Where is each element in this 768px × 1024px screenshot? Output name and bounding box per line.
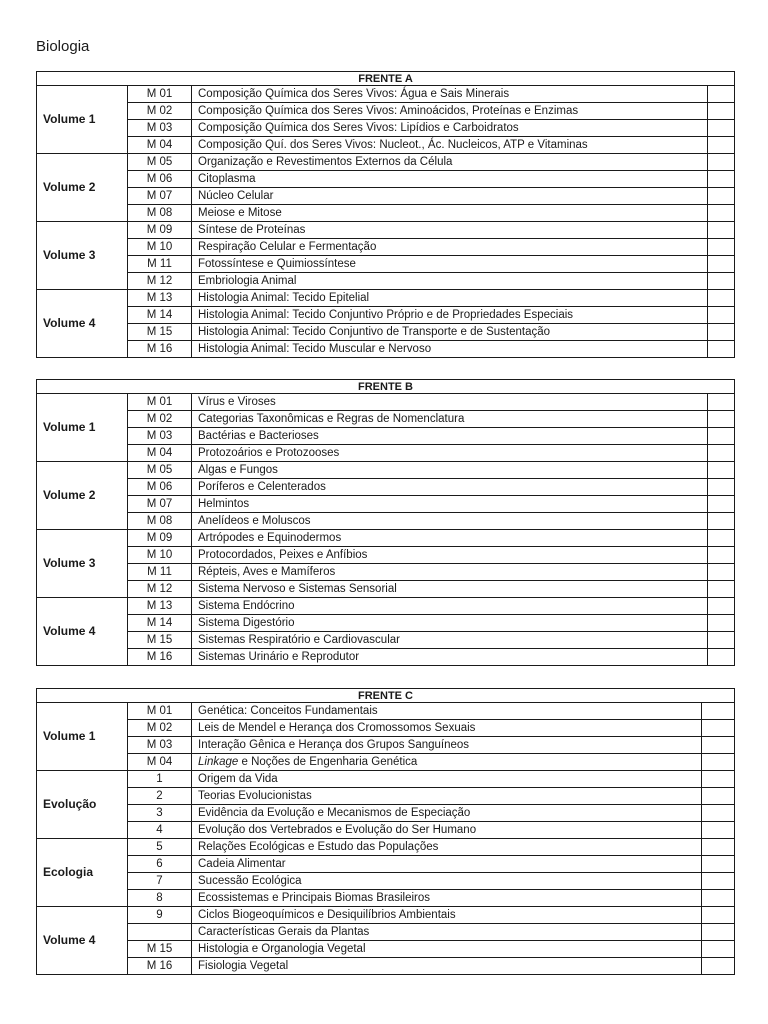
module-code: 8 (128, 890, 192, 907)
blank-cell (702, 788, 735, 805)
blank-cell (708, 479, 735, 496)
blank-cell (708, 239, 735, 256)
module-topic: Protocordados, Peixes e Anfíbios (192, 547, 708, 564)
blank-cell (708, 222, 735, 239)
blank-cell (708, 86, 735, 103)
blank-cell (702, 703, 735, 720)
module-code: M 01 (128, 86, 192, 103)
module-topic: Répteis, Aves e Mamíferos (192, 564, 708, 581)
blank-cell (708, 530, 735, 547)
module-topic: Teorias Evolucionistas (192, 788, 702, 805)
module-topic: Sistema Endócrino (192, 598, 708, 615)
module-code: M 16 (128, 341, 192, 358)
module-code: M 04 (128, 754, 192, 771)
module-topic: Evolução dos Vertebrados e Evolução do Ser Humano (192, 822, 702, 839)
module-topic: Ciclos Biogeoquímicos e Desiquilíbrios Ambientais (192, 907, 702, 924)
module-code: M 12 (128, 273, 192, 290)
module-code: M 11 (128, 256, 192, 273)
module-code: M 06 (128, 171, 192, 188)
module-topic: Interação Gênica e Herança dos Grupos Sanguíneos (192, 737, 702, 754)
blank-cell (708, 428, 735, 445)
blank-cell (708, 154, 735, 171)
blank-cell (702, 924, 735, 941)
module-topic: Composição Química dos Seres Vivos: Aminoácidos, Proteínas e Enzimas (192, 103, 708, 120)
module-topic: Histologia Animal: Tecido Conjuntivo de Transporte e de Sustentação (192, 324, 708, 341)
module-code: M 10 (128, 547, 192, 564)
module-topic: Síntese de Proteínas (192, 222, 708, 239)
module-topic: Sucessão Ecológica (192, 873, 702, 890)
module-topic: Sistemas Respiratório e Cardiovascular (192, 632, 708, 649)
blank-cell (708, 290, 735, 307)
volume-label: Evolução (37, 771, 128, 839)
module-topic: Relações Ecológicas e Estudo das Populações (192, 839, 702, 856)
frente-header: FRENTE A (37, 72, 735, 86)
module-code: M 02 (128, 411, 192, 428)
module-code (128, 924, 192, 941)
module-code: M 07 (128, 496, 192, 513)
blank-cell (708, 598, 735, 615)
blank-cell (708, 615, 735, 632)
volume-label: Volume 1 (37, 394, 128, 462)
module-code: M 12 (128, 581, 192, 598)
module-topic: Cadeia Alimentar (192, 856, 702, 873)
volume-label: Volume 1 (37, 86, 128, 154)
module-code: M 06 (128, 479, 192, 496)
blank-cell (708, 205, 735, 222)
volume-label: Volume 1 (37, 703, 128, 771)
blank-cell (708, 394, 735, 411)
module-topic: Histologia e Organologia Vegetal (192, 941, 702, 958)
blank-cell (708, 462, 735, 479)
page-title: Biologia (36, 38, 90, 55)
module-code: M 15 (128, 941, 192, 958)
module-code: M 04 (128, 445, 192, 462)
module-topic: Sistema Nervoso e Sistemas Sensorial (192, 581, 708, 598)
module-code: M 05 (128, 462, 192, 479)
module-topic: Organização e Revestimentos Externos da Célula (192, 154, 708, 171)
blank-cell (702, 856, 735, 873)
module-topic: Evidência da Evolução e Mecanismos de Especiação (192, 805, 702, 822)
module-code: M 01 (128, 394, 192, 411)
module-code: M 01 (128, 703, 192, 720)
module-topic: Citoplasma (192, 171, 708, 188)
module-topic: Histologia Animal: Tecido Muscular e Nervoso (192, 341, 708, 358)
blank-cell (708, 341, 735, 358)
volume-label: Volume 2 (37, 462, 128, 530)
module-topic: Poríferos e Celenterados (192, 479, 708, 496)
module-topic: Anelídeos e Moluscos (192, 513, 708, 530)
module-code: M 16 (128, 649, 192, 666)
blank-cell (702, 720, 735, 737)
frente-header: FRENTE B (37, 380, 735, 394)
blank-cell (708, 581, 735, 598)
blank-cell (708, 103, 735, 120)
module-code: M 10 (128, 239, 192, 256)
module-topic: Ecossistemas e Principais Biomas Brasileiros (192, 890, 702, 907)
blank-cell (702, 737, 735, 754)
module-topic: Meiose e Mitose (192, 205, 708, 222)
volume-label: Volume 4 (37, 598, 128, 666)
module-code: M 08 (128, 205, 192, 222)
blank-cell (708, 171, 735, 188)
module-code: 1 (128, 771, 192, 788)
volume-label: Ecologia (37, 839, 128, 907)
module-code: M 02 (128, 720, 192, 737)
module-code: 2 (128, 788, 192, 805)
module-code: M 15 (128, 632, 192, 649)
module-code: M 03 (128, 428, 192, 445)
module-code: 7 (128, 873, 192, 890)
blank-cell (708, 411, 735, 428)
blank-cell (708, 307, 735, 324)
module-code: 5 (128, 839, 192, 856)
module-topic: Helmintos (192, 496, 708, 513)
frente-a-table (36, 71, 735, 358)
blank-cell (702, 873, 735, 890)
module-code: M 16 (128, 958, 192, 975)
blank-cell (702, 754, 735, 771)
module-code: M 09 (128, 222, 192, 239)
module-code: M 15 (128, 324, 192, 341)
blank-cell (702, 958, 735, 975)
module-topic: Bactérias e Bacterioses (192, 428, 708, 445)
blank-cell (708, 120, 735, 137)
module-topic: Leis de Mendel e Herança dos Cromossomos Sexuais (192, 720, 702, 737)
frente-b-table (36, 379, 735, 666)
blank-cell (702, 839, 735, 856)
module-topic: Composição Química dos Seres Vivos: Lipídios e Carboidratos (192, 120, 708, 137)
module-topic (192, 754, 702, 771)
blank-cell (702, 805, 735, 822)
volume-label: Volume 4 (37, 290, 128, 358)
frente-c-table (36, 688, 735, 975)
module-code: M 09 (128, 530, 192, 547)
module-code: M 14 (128, 307, 192, 324)
volume-label: Volume 3 (37, 222, 128, 290)
module-topic: Histologia Animal: Tecido Conjuntivo Próprio e de Propriedades Especiais (192, 307, 708, 324)
module-code: M 13 (128, 290, 192, 307)
blank-cell (708, 188, 735, 205)
module-code: 9 (128, 907, 192, 924)
module-topic: Fisiologia Vegetal (192, 958, 702, 975)
module-code: M 13 (128, 598, 192, 615)
module-topic: Características Gerais da Plantas (192, 924, 702, 941)
module-code: M 03 (128, 120, 192, 137)
module-topic: Protozoários e Protozooses (192, 445, 708, 462)
blank-cell (708, 649, 735, 666)
blank-cell (708, 256, 735, 273)
module-code: M 05 (128, 154, 192, 171)
module-code: M 14 (128, 615, 192, 632)
blank-cell (708, 513, 735, 530)
blank-cell (702, 941, 735, 958)
blank-cell (702, 890, 735, 907)
blank-cell (708, 564, 735, 581)
module-code: M 03 (128, 737, 192, 754)
module-code: 6 (128, 856, 192, 873)
frente-header: FRENTE C (37, 689, 735, 703)
module-topic: Genética: Conceitos Fundamentais (192, 703, 702, 720)
module-code: 3 (128, 805, 192, 822)
blank-cell (708, 496, 735, 513)
blank-cell (708, 324, 735, 341)
blank-cell (702, 907, 735, 924)
module-topic: Categorias Taxonômicas e Regras de Nomenclatura (192, 411, 708, 428)
volume-label: Volume 2 (37, 154, 128, 222)
blank-cell (708, 547, 735, 564)
module-topic: Algas e Fungos (192, 462, 708, 479)
module-topic: Histologia Animal: Tecido Epitelial (192, 290, 708, 307)
module-topic: Sistema Digestório (192, 615, 708, 632)
blank-cell (702, 771, 735, 788)
module-topic: Sistemas Urinário e Reprodutor (192, 649, 708, 666)
module-topic: Composição Química dos Seres Vivos: Água e Sais Minerais (192, 86, 708, 103)
module-topic: Respiração Celular e Fermentação (192, 239, 708, 256)
module-topic: Artrópodes e Equinodermos (192, 530, 708, 547)
module-code: M 02 (128, 103, 192, 120)
topic-italic-term: Linkage (198, 755, 239, 768)
module-code: M 08 (128, 513, 192, 530)
volume-label: Volume 4 (37, 907, 128, 975)
blank-cell (708, 632, 735, 649)
blank-cell (702, 822, 735, 839)
volume-label: Volume 3 (37, 530, 128, 598)
module-code: M 11 (128, 564, 192, 581)
blank-cell (708, 273, 735, 290)
blank-cell (708, 445, 735, 462)
module-code: 4 (128, 822, 192, 839)
blank-cell (708, 137, 735, 154)
topic-rest: e Noções de Engenharia Genética (238, 755, 418, 768)
module-topic: Origem da Vida (192, 771, 702, 788)
module-code: M 04 (128, 137, 192, 154)
module-code: M 07 (128, 188, 192, 205)
module-topic: Fotossíntese e Quimiossíntese (192, 256, 708, 273)
module-topic: Vírus e Viroses (192, 394, 708, 411)
module-topic: Embriologia Animal (192, 273, 708, 290)
module-topic: Núcleo Celular (192, 188, 708, 205)
module-topic: Composição Quí. dos Seres Vivos: Nucleot., Ác. Nucleicos, ATP e Vitaminas (192, 137, 708, 154)
